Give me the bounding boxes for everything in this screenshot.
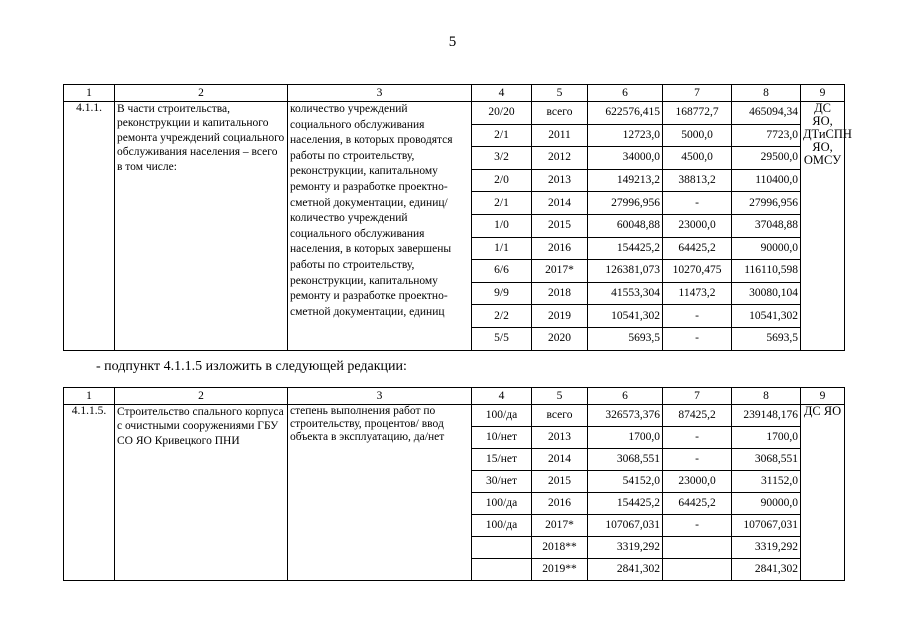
indicator-description: степень выполнения работ по строительству, процентов/ ввод объекта в эксплуатацию, да/нет (288, 405, 472, 581)
indicator-value: 30/нет (472, 471, 532, 493)
indicator-value: 1/0 (472, 214, 532, 237)
year-cell: 2014 (532, 449, 588, 471)
amendment-note: - подпункт 4.1.1.5 изложить в следующей редакции: (96, 359, 407, 374)
regional-amount: 29500,0 (732, 147, 801, 170)
total-amount: 3068,551 (588, 449, 663, 471)
column-header: 4 (472, 85, 532, 102)
regional-amount: 5693,5 (732, 327, 801, 350)
total-amount: 622576,415 (588, 102, 663, 125)
federal-amount: 23000,0 (663, 471, 732, 493)
indicator-value: 2/2 (472, 305, 532, 328)
total-amount: 54152,0 (588, 471, 663, 493)
total-amount: 41553,304 (588, 282, 663, 305)
federal-amount: 64425,2 (663, 237, 732, 260)
item-title: В части строительства, реконструкции и капитального ремонта учреждений социального обслуживания населения – всего в том числе: (115, 102, 288, 351)
total-amount: 27996,956 (588, 192, 663, 215)
regional-amount: 1700,0 (732, 427, 801, 449)
column-header: 4 (472, 388, 532, 405)
federal-amount: 168772,7 (663, 102, 732, 125)
federal-amount: - (663, 327, 732, 350)
column-header: 7 (663, 388, 732, 405)
year-cell: 2016 (532, 237, 588, 260)
indicator-value: 20/20 (472, 102, 532, 125)
column-header: 5 (532, 85, 588, 102)
item-title: Строительство спального корпуса с очистными сооружениями ГБУ СО ЯО Кривецкого ПНИ (115, 405, 288, 581)
regional-amount: 10541,302 (732, 305, 801, 328)
federal-amount: 11473,2 (663, 282, 732, 305)
year-cell: 2011 (532, 124, 588, 147)
column-header-row (64, 388, 845, 405)
year-cell: всего (532, 102, 588, 125)
indicator-value: 1/1 (472, 237, 532, 260)
regional-amount: 3319,292 (732, 537, 801, 559)
indicator-description: количество учреждений социального обслуживания населения, в которых проводятся работы по строительству, реконструкции, капитальному ремонту и разработке проектно-сметной документации, единиц/ количество учреждений социального обслуживания населения, в которых завершены работы по строительству, реконструкции, капитальному ремонту и разработке проектно-сметной документации, единиц (288, 102, 472, 351)
federal-amount (663, 537, 732, 559)
regional-amount: 116110,598 (732, 260, 801, 283)
indicator-value: 5/5 (472, 327, 532, 350)
total-amount: 1700,0 (588, 427, 663, 449)
total-amount: 154425,2 (588, 493, 663, 515)
indicator-value: 100/да (472, 515, 532, 537)
indicator-value: 6/6 (472, 260, 532, 283)
indicator-value: 10/нет (472, 427, 532, 449)
year-cell: 2015 (532, 471, 588, 493)
regional-amount: 239148,176 (732, 405, 801, 427)
federal-amount: 23000,0 (663, 214, 732, 237)
total-amount: 34000,0 (588, 147, 663, 170)
regional-amount: 30080,104 (732, 282, 801, 305)
column-header: 9 (801, 388, 845, 405)
federal-amount: - (663, 515, 732, 537)
regional-amount: 90000,0 (732, 493, 801, 515)
indicator-value (472, 559, 532, 581)
total-amount: 3319,292 (588, 537, 663, 559)
year-cell: 2013 (532, 427, 588, 449)
total-amount: 107067,031 (588, 515, 663, 537)
year-cell: 2016 (532, 493, 588, 515)
federal-amount: - (663, 427, 732, 449)
regional-amount: 2841,302 (732, 559, 801, 581)
indicator-value: 100/да (472, 405, 532, 427)
regional-amount: 465094,34 (732, 102, 801, 125)
federal-amount: - (663, 192, 732, 215)
year-cell: 2017* (532, 260, 588, 283)
total-amount: 326573,376 (588, 405, 663, 427)
column-header-row (64, 85, 845, 102)
indicator-value: 2/1 (472, 124, 532, 147)
program-table-4-1-1 (63, 84, 852, 351)
column-header: 1 (64, 388, 115, 405)
column-header: 8 (732, 85, 801, 102)
total-amount: 154425,2 (588, 237, 663, 260)
federal-amount: - (663, 305, 732, 328)
regional-amount: 7723,0 (732, 124, 801, 147)
federal-amount (663, 559, 732, 581)
year-cell: всего (532, 405, 588, 427)
total-amount: 12723,0 (588, 124, 663, 147)
year-cell: 2013 (532, 169, 588, 192)
regional-amount: 37048,88 (732, 214, 801, 237)
column-header: 8 (732, 388, 801, 405)
page-number: 5 (448, 34, 457, 50)
year-cell: 2014 (532, 192, 588, 215)
column-header: 6 (588, 85, 663, 102)
total-amount: 5693,5 (588, 327, 663, 350)
indicator-value: 9/9 (472, 282, 532, 305)
column-header: 2 (115, 85, 288, 102)
year-cell: 2012 (532, 147, 588, 170)
indicator-value: 15/нет (472, 449, 532, 471)
regional-amount: 3068,551 (732, 449, 801, 471)
indicator-value: 100/да (472, 493, 532, 515)
program-table-4-1-1-5 (63, 387, 845, 581)
year-cell: 2018 (532, 282, 588, 305)
responsible-organizations: ДС ЯО (801, 405, 845, 581)
column-header: 3 (288, 388, 472, 405)
federal-amount: 5000,0 (663, 124, 732, 147)
federal-amount: 87425,2 (663, 405, 732, 427)
indicator-value: 2/0 (472, 169, 532, 192)
column-header: 9 (801, 85, 845, 102)
column-header: 6 (588, 388, 663, 405)
column-header: 2 (115, 388, 288, 405)
federal-amount: 64425,2 (663, 493, 732, 515)
year-cell: 2019** (532, 559, 588, 581)
table-row (64, 405, 845, 427)
regional-amount: 31152,0 (732, 471, 801, 493)
total-amount: 60048,88 (588, 214, 663, 237)
item-number: 4.1.1.5. (64, 405, 115, 581)
regional-amount: 90000,0 (732, 237, 801, 260)
regional-amount: 107067,031 (732, 515, 801, 537)
total-amount: 2841,302 (588, 559, 663, 581)
indicator-value: 3/2 (472, 147, 532, 170)
federal-amount: 4500,0 (663, 147, 732, 170)
year-cell: 2019 (532, 305, 588, 328)
year-cell: 2017* (532, 515, 588, 537)
total-amount: 10541,302 (588, 305, 663, 328)
total-amount: 149213,2 (588, 169, 663, 192)
indicator-value (472, 537, 532, 559)
item-number: 4.1.1. (64, 102, 115, 351)
total-amount: 126381,073 (588, 260, 663, 283)
federal-amount: 10270,475 (663, 260, 732, 283)
column-header: 7 (663, 85, 732, 102)
column-header: 5 (532, 388, 588, 405)
federal-amount: 38813,2 (663, 169, 732, 192)
regional-amount: 27996,956 (732, 192, 801, 215)
table-row (64, 102, 845, 125)
year-cell: 2020 (532, 327, 588, 350)
year-cell: 2015 (532, 214, 588, 237)
column-header: 3 (288, 85, 472, 102)
responsible-organizations: ДС ЯО, ДТиСПН ЯО, ОМСУ (801, 102, 845, 351)
federal-amount: - (663, 449, 732, 471)
indicator-value: 2/1 (472, 192, 532, 215)
regional-amount: 110400,0 (732, 169, 801, 192)
column-header: 1 (64, 85, 115, 102)
year-cell: 2018** (532, 537, 588, 559)
